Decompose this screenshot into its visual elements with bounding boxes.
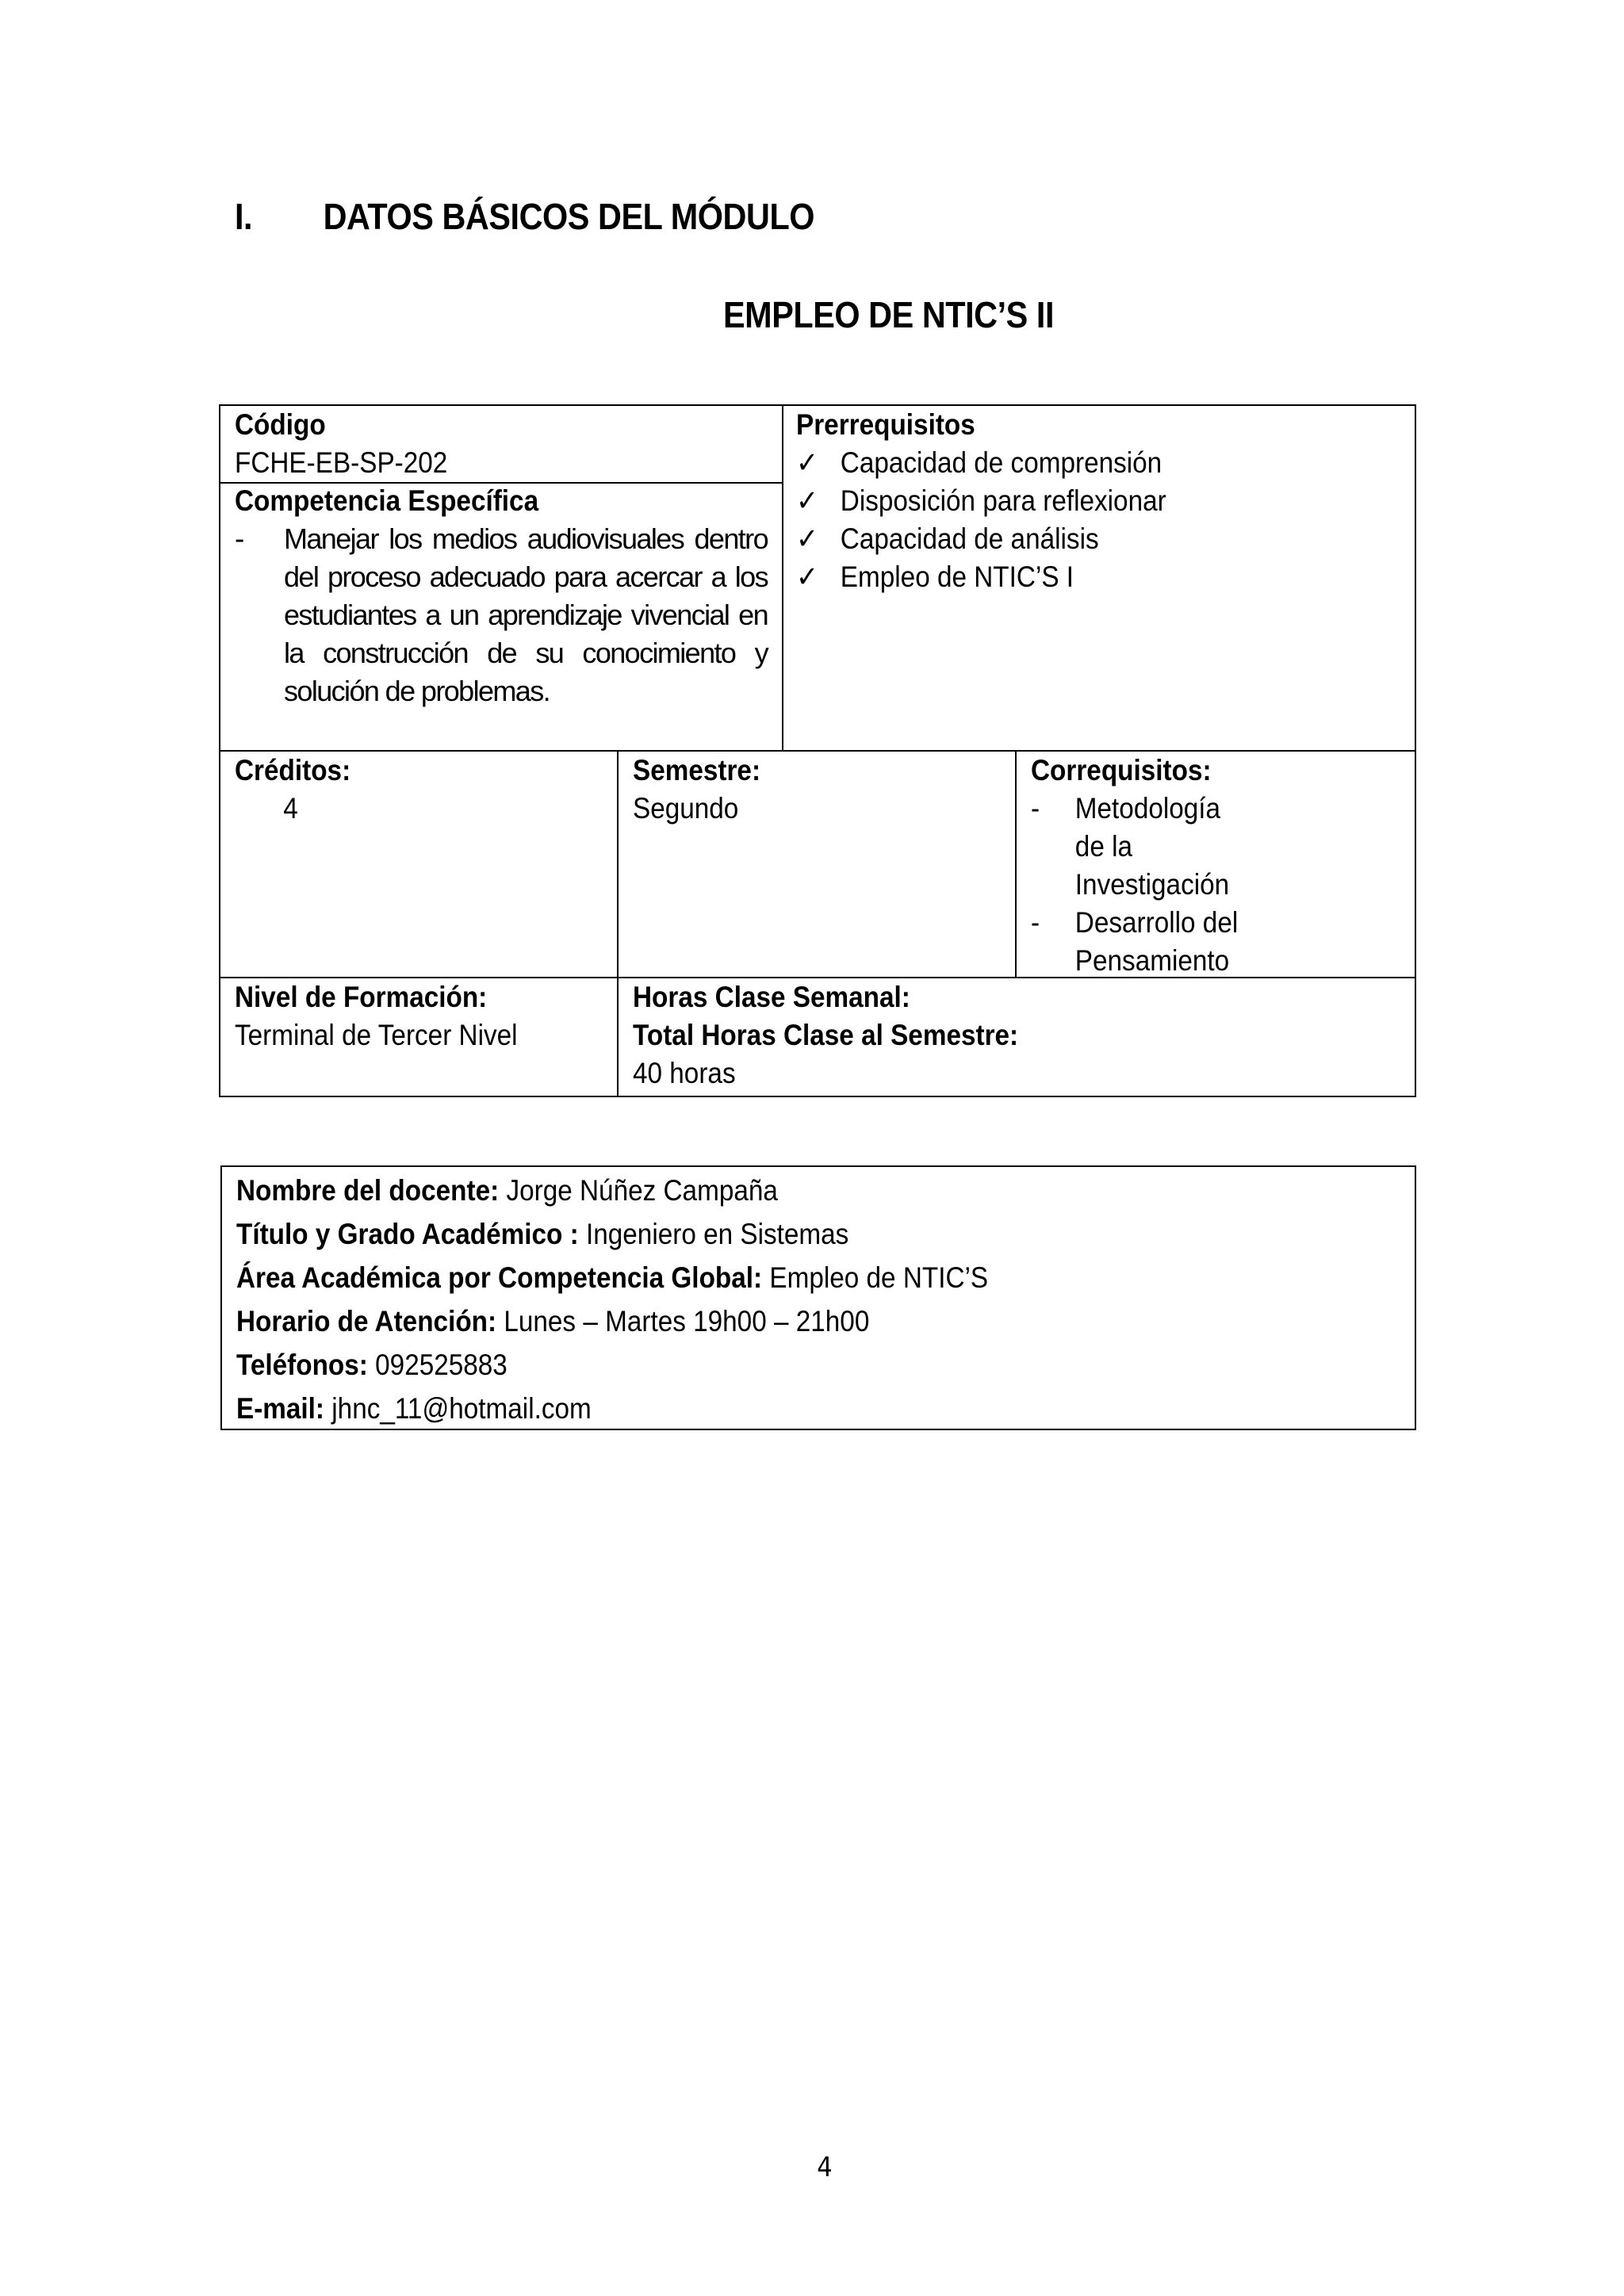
creditos-cell	[220, 752, 617, 977]
checkmark-icon: ✓	[796, 484, 818, 517]
horas-total-label: Total Horas Clase al Semestre:	[633, 1019, 1019, 1051]
teacher-schedule-value: Lunes – Martes 19h00 – 21h00	[504, 1305, 870, 1337]
codigo-label: Código	[235, 408, 326, 441]
prerrequisitos-list	[796, 444, 1340, 596]
teacher-area-value: Empleo de NTIC’S	[769, 1261, 989, 1294]
teacher-info-box	[220, 1165, 1416, 1430]
teacher-area-row	[236, 1256, 1284, 1299]
teacher-phone-label: Teléfonos:	[236, 1349, 368, 1381]
list-item: ✓ Empleo de NTIC’S I	[796, 558, 1340, 596]
competencia-cell	[220, 482, 782, 750]
checkmark-icon: ✓	[796, 561, 818, 593]
section-number: I.	[235, 196, 253, 237]
module-table	[219, 404, 1416, 1097]
list-item: - Metodología de la Investigación	[1031, 790, 1363, 904]
nivel-value: Terminal de Tercer Nivel	[235, 1019, 518, 1051]
teacher-title-value: Ingeniero en Sistemas	[585, 1218, 849, 1250]
checkmark-icon: ✓	[796, 522, 818, 555]
competencia-item	[235, 520, 768, 710]
teacher-name-label: Nombre del docente:	[236, 1174, 500, 1207]
teacher-name-value: Jorge Núñez Campaña	[506, 1174, 778, 1207]
section-title: DATOS BÁSICOS DEL MÓDULO	[323, 196, 815, 237]
list-item: - Desarrollo del Pensamiento	[1031, 904, 1363, 980]
competencia-text: Manejar los medios audiovisuales dentro del proceso adecuado para acercar a los estudiantes a un aprendizaje vivencial en la construcción de su conocimiento y solución de problemas.	[284, 522, 768, 707]
semestre-label: Semestre:	[633, 754, 761, 786]
section-heading	[235, 195, 814, 238]
teacher-schedule-row	[236, 1299, 1284, 1343]
prerrequisitos-label: Prerrequisitos	[796, 408, 975, 441]
nivel-cell	[220, 978, 617, 1096]
teacher-phone-value: 092525883	[375, 1349, 508, 1381]
horas-total-value: 40 horas	[633, 1057, 736, 1089]
correquisitos-label: Correquisitos:	[1031, 754, 1212, 786]
prerrequisitos-cell	[782, 406, 1415, 750]
correquisitos-cell	[1017, 752, 1415, 977]
semestre-cell	[619, 752, 1015, 977]
list-item: ✓ Capacidad de comprensión	[796, 444, 1340, 482]
teacher-title-label: Título y Grado Académico :	[236, 1218, 579, 1250]
teacher-name-row	[236, 1169, 1284, 1212]
teacher-email-value: jhnc_11@hotmail.com	[331, 1392, 592, 1425]
page-number: 4	[817, 2152, 833, 2183]
teacher-area-label: Área Académica por Competencia Global:	[236, 1261, 763, 1294]
checkmark-icon: ✓	[796, 446, 818, 479]
codigo-cell	[220, 406, 782, 482]
teacher-phone-row	[236, 1343, 1284, 1387]
teacher-schedule-label: Horario de Atención:	[236, 1305, 497, 1337]
competencia-label: Competencia Específica	[235, 484, 539, 517]
dash-bullet-icon: -	[1031, 792, 1040, 825]
nivel-label: Nivel de Formación:	[235, 981, 488, 1013]
list-item: ✓ Disposición para reflexionar	[796, 482, 1340, 520]
horas-cell	[619, 978, 1415, 1096]
teacher-email-label: E-mail:	[236, 1392, 325, 1425]
creditos-label: Créditos:	[235, 754, 351, 786]
dash-bullet-icon: -	[1031, 906, 1040, 939]
teacher-title-row	[236, 1212, 1284, 1256]
module-title: EMPLEO DE NTIC’S II	[723, 294, 1054, 335]
semestre-value: Segundo	[633, 792, 739, 825]
teacher-email-row	[236, 1387, 1284, 1430]
horas-semanal-label: Horas Clase Semanal:	[633, 981, 910, 1013]
list-item: ✓ Capacidad de análisis	[796, 520, 1340, 558]
dash-bullet-icon: -	[235, 522, 245, 555]
codigo-value: FCHE-EB-SP-202	[235, 446, 448, 479]
creditos-value: 4	[283, 792, 298, 825]
